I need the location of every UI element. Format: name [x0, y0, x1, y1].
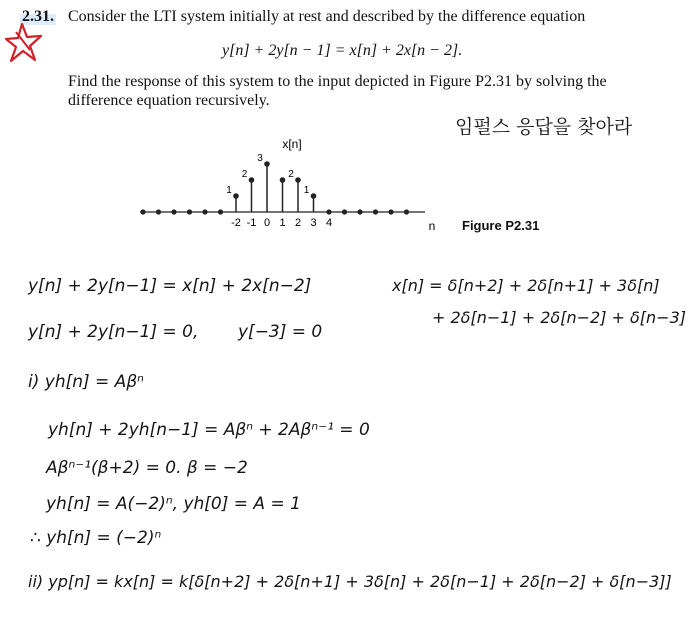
find-instruction	[68, 72, 668, 110]
solution-line-1-right: x[n] = δ[n+2] + 2δ[n+1] + 3δ[n]	[392, 276, 660, 295]
zero-sample	[326, 209, 331, 214]
problem-statement: Consider the LTI system initially at rest and described by the difference equation	[68, 8, 586, 25]
find-line-2: difference equation recursively.	[68, 92, 270, 109]
stem-value-label: 2	[288, 169, 294, 180]
tick-label: 3	[310, 217, 317, 229]
zero-sample	[140, 209, 145, 214]
tick-label: -1	[246, 217, 257, 229]
zero-sample	[373, 209, 378, 214]
tick-label: 1	[279, 217, 286, 229]
stem-plot	[130, 130, 450, 235]
axis-variable: n	[428, 219, 436, 233]
stem-point	[264, 161, 270, 167]
stem-point	[311, 193, 317, 199]
stem-point	[295, 177, 301, 183]
zero-sample	[202, 209, 207, 214]
signal-label: x[n]	[282, 137, 302, 151]
stem-value-label: 2	[241, 169, 248, 180]
stem-point	[233, 193, 239, 199]
find-line-1: Find the response of this system to the input depicted in Figure P2.31 by solving the	[68, 73, 607, 90]
zero-sample	[342, 209, 347, 214]
tick-label: 0	[263, 217, 271, 229]
figure-caption: Figure P2.31	[462, 218, 540, 233]
korean-note: 임펄스 응답을 찾아라	[455, 116, 633, 138]
stem-point	[280, 177, 286, 183]
stem-value-label: 3	[257, 153, 263, 164]
stem-point	[249, 177, 255, 183]
stem-value-label: 1	[226, 185, 232, 196]
homogeneous-result: ∴ yh[n] = (−2)ⁿ	[30, 528, 162, 548]
zero-sample	[388, 209, 393, 214]
homogeneous-form: yh[n] = A(−2)ⁿ, yh[0] = A = 1	[46, 494, 301, 514]
solution-line-1-left: y[n] + 2y[n−1] = x[n] + 2x[n−2]	[28, 276, 312, 296]
solution-initial-condition: y[−3] = 0	[238, 322, 323, 342]
difference-equation: y[n] + 2y[n − 1] = x[n] + 2x[n − 2].	[222, 42, 463, 59]
zero-sample	[156, 209, 161, 214]
homogeneous-header: i) yh[n] = Aβⁿ	[28, 372, 144, 392]
homogeneous-substitution: yh[n] + 2yh[n−1] = Aβⁿ + 2Aβⁿ⁻¹ = 0	[48, 420, 370, 440]
particular-solution: ii) yp[n] = kx[n] = k[δ[n+2] + 2δ[n+1] + 3δ[n] + 2δ[n−1] + 2δ[n−2] + δ[n−3]]	[28, 572, 672, 591]
zero-sample	[171, 209, 176, 214]
zero-sample	[218, 209, 223, 214]
zero-sample	[357, 209, 362, 214]
tick-label: -2	[231, 217, 241, 229]
characteristic-equation: Aβⁿ⁻¹(β+2) = 0. β = −2	[46, 458, 248, 478]
solution-line-2-right: + 2δ[n−1] + 2δ[n−2] + δ[n−3]	[432, 308, 687, 327]
star-mark-icon	[4, 22, 44, 64]
zero-sample	[187, 209, 192, 214]
tick-label: 2	[294, 217, 302, 229]
tick-label: 4	[325, 217, 333, 229]
zero-sample	[404, 209, 409, 214]
solution-line-2-left: y[n] + 2y[n−1] = 0,	[28, 322, 199, 342]
problem-number: 2.31.	[22, 8, 54, 25]
stem-value-label: 1	[303, 185, 310, 196]
